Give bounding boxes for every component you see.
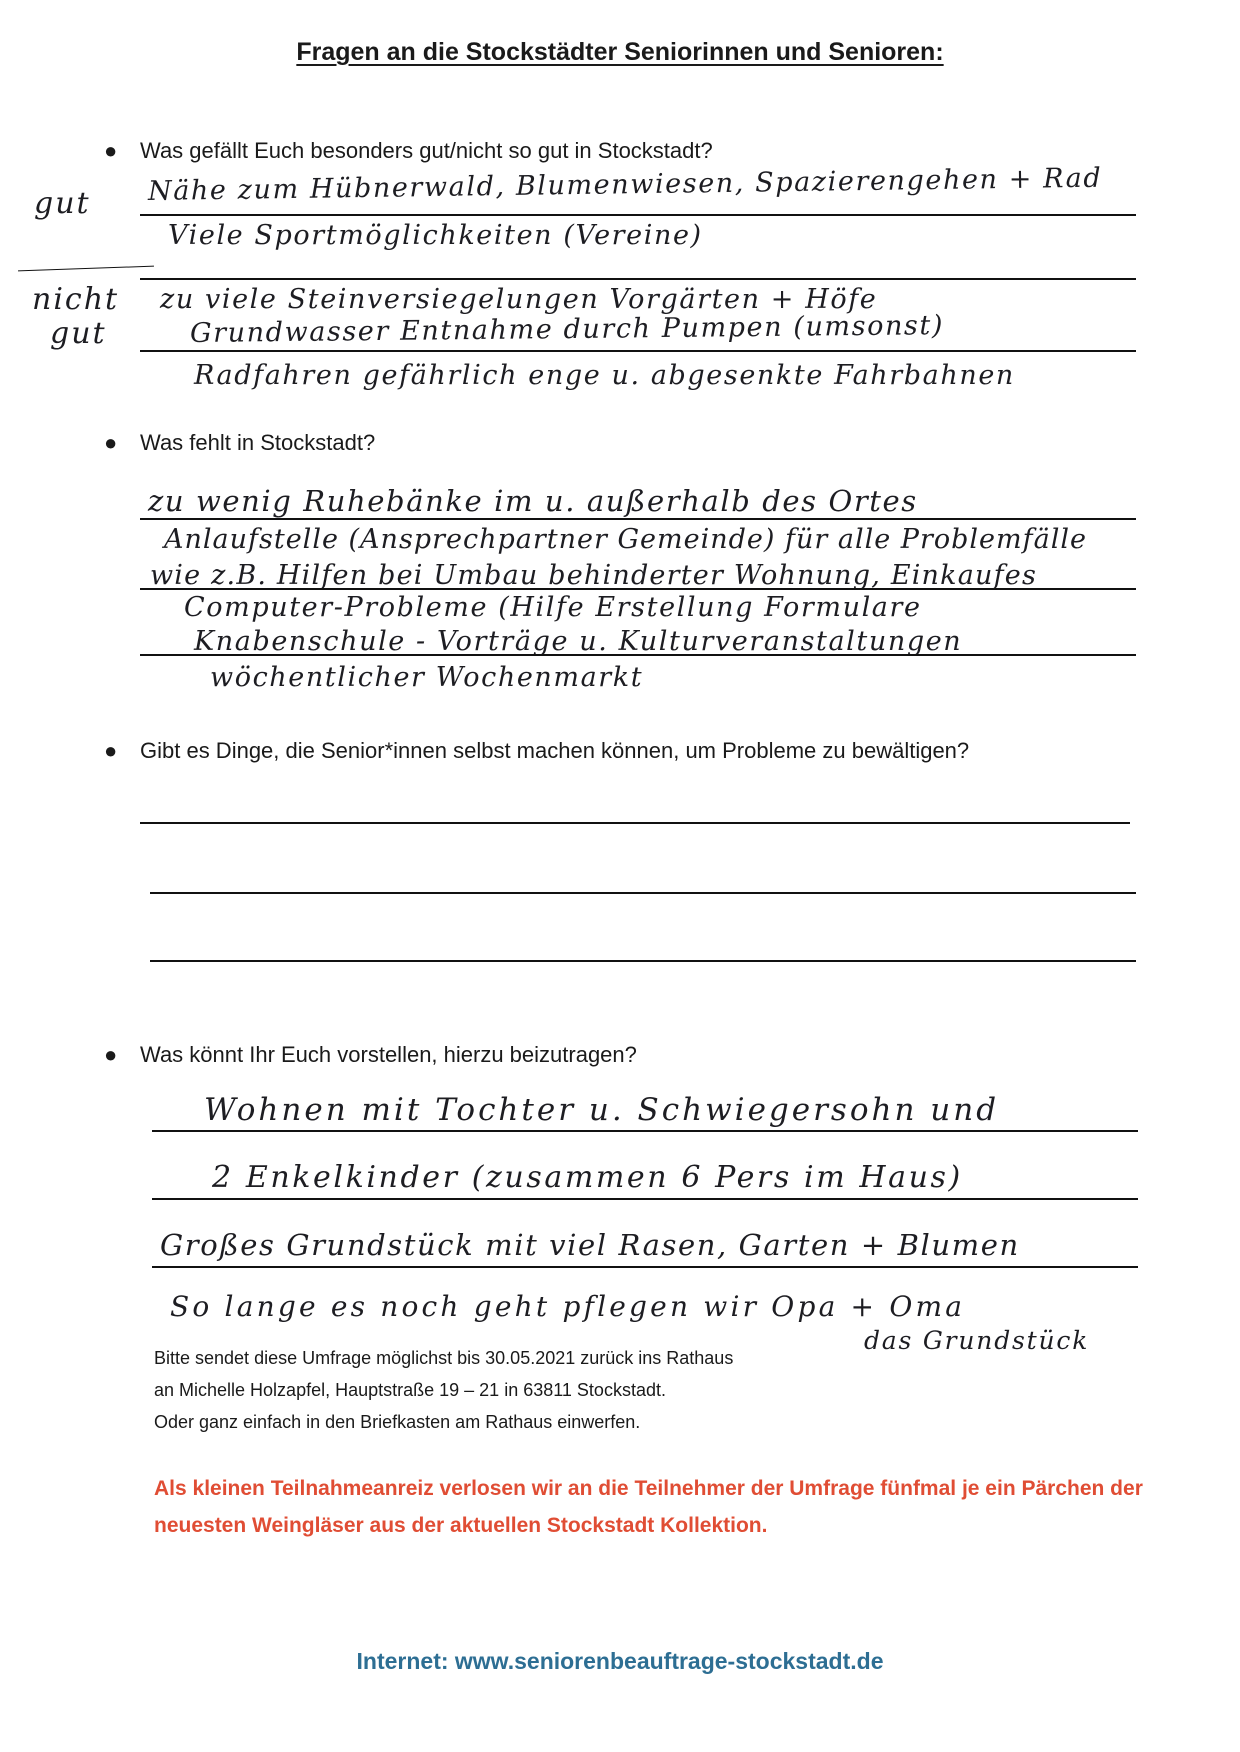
question-1-text: Was gefällt Euch besonders gut/nicht so gut in Stockstadt? [140,138,713,163]
question-4-text: Was könnt Ihr Euch vorstellen, hierzu beizutragen? [140,1042,637,1067]
answer-2-line-4: Computer-Probleme (Hilfe Erstellung Formulare [184,592,922,623]
question-3 [104,738,969,764]
answer-rule [140,518,1136,520]
answer-rule [152,1266,1138,1268]
answer-2-line-2: Anlaufstelle (Ansprechpartner Gemeinde) für alle Problemfälle [164,524,1087,555]
info-line-3: Oder ganz einfach in den Briefkasten am Rathaus einwerfen. [154,1412,641,1432]
question-1 [104,138,713,164]
info-line-2: an Michelle Holzapfel, Hauptstraße 19 – 21 in 63811 Stockstadt. [154,1380,666,1400]
answer-1-line-1: Nähe zum Hübnerwald, Blumenwiesen, Spazierengehen + Rad [147,162,1103,207]
answer-4-line-4: So lange es noch geht pflegen wir Opa + Oma [170,1290,966,1323]
margin-label-nicht: nicht [32,282,120,317]
answer-rule [150,960,1136,962]
answer-4-line-2: 2 Enkelkinder (zusammen 6 Pers im Haus) [212,1160,963,1195]
answer-rule [140,654,1136,656]
answer-1-line-3: zu viele Steinversiegelungen Vorgärten + Höfe [160,284,878,315]
answer-4-line-3: Großes Grundstück mit viel Rasen, Garten + Blumen [160,1228,1020,1262]
answer-rule [140,214,1136,216]
page-title: Fragen an die Stockstädter Seniorinnen und Senioren: [296,38,944,66]
question-2-text: Was fehlt in Stockstadt? [140,430,376,455]
answer-rule [152,1198,1138,1200]
margin-label-nicht-gut: gut [50,316,107,351]
bullet-icon: ● [104,1042,118,1067]
answer-4-line-1: Wohnen mit Tochter u. Schwiegersohn und [204,1092,1000,1128]
question-4 [104,1042,637,1068]
answer-rule [152,1130,1138,1132]
prize-notice: Als kleinen Teilnahmeanreiz verlosen wir an die Teilnehmer der Umfrage fünfmal je ein Pärchen der neuesten Weingläser aus der aktuellen Stockstadt Kollektion. [154,1477,1143,1537]
answer-1-line-2: Viele Sportmöglichkeiten (Vereine) [168,220,703,251]
margin-divider [18,266,154,272]
bullet-icon: ● [104,138,118,163]
answer-4-line-5: das Grundstück [864,1326,1090,1355]
answer-1-line-4: Grundwasser Entnahme durch Pumpen (umsonst) [189,310,945,349]
answer-rule [140,588,1136,590]
question-3-text: Gibt es Dinge, die Senior*innen selbst machen können, um Probleme zu bewältigen? [140,738,970,763]
margin-label-gut: gut [34,186,91,221]
answer-1-line-5: Radfahren gefährlich enge u. abgesenkte Fahrbahnen [194,360,1015,391]
answer-2-line-6: wöchentlicher Wochenmarkt [210,662,644,693]
answer-rule [140,822,1130,824]
bullet-icon: ● [104,430,118,455]
internet-link[interactable]: Internet: www.seniorenbeauftrage-stockstadt.de [356,1648,884,1674]
answer-2-line-1: zu wenig Ruhebänke im u. außerhalb des Ortes [148,484,918,518]
answer-rule [140,278,1136,280]
bullet-icon: ● [104,738,118,763]
answer-rule [140,350,1136,352]
answer-2-line-3: wie z.B. Hilfen bei Umbau behinderter Wohnung, Einkaufes [150,560,1038,591]
answer-2-line-5: Knabenschule - Vorträge u. Kulturveranstaltungen [194,626,963,657]
question-2 [104,430,375,456]
answer-rule [150,892,1136,894]
info-line-1: Bitte sendet diese Umfrage möglichst bis 30.05.2021 zurück ins Rathaus [154,1348,734,1368]
